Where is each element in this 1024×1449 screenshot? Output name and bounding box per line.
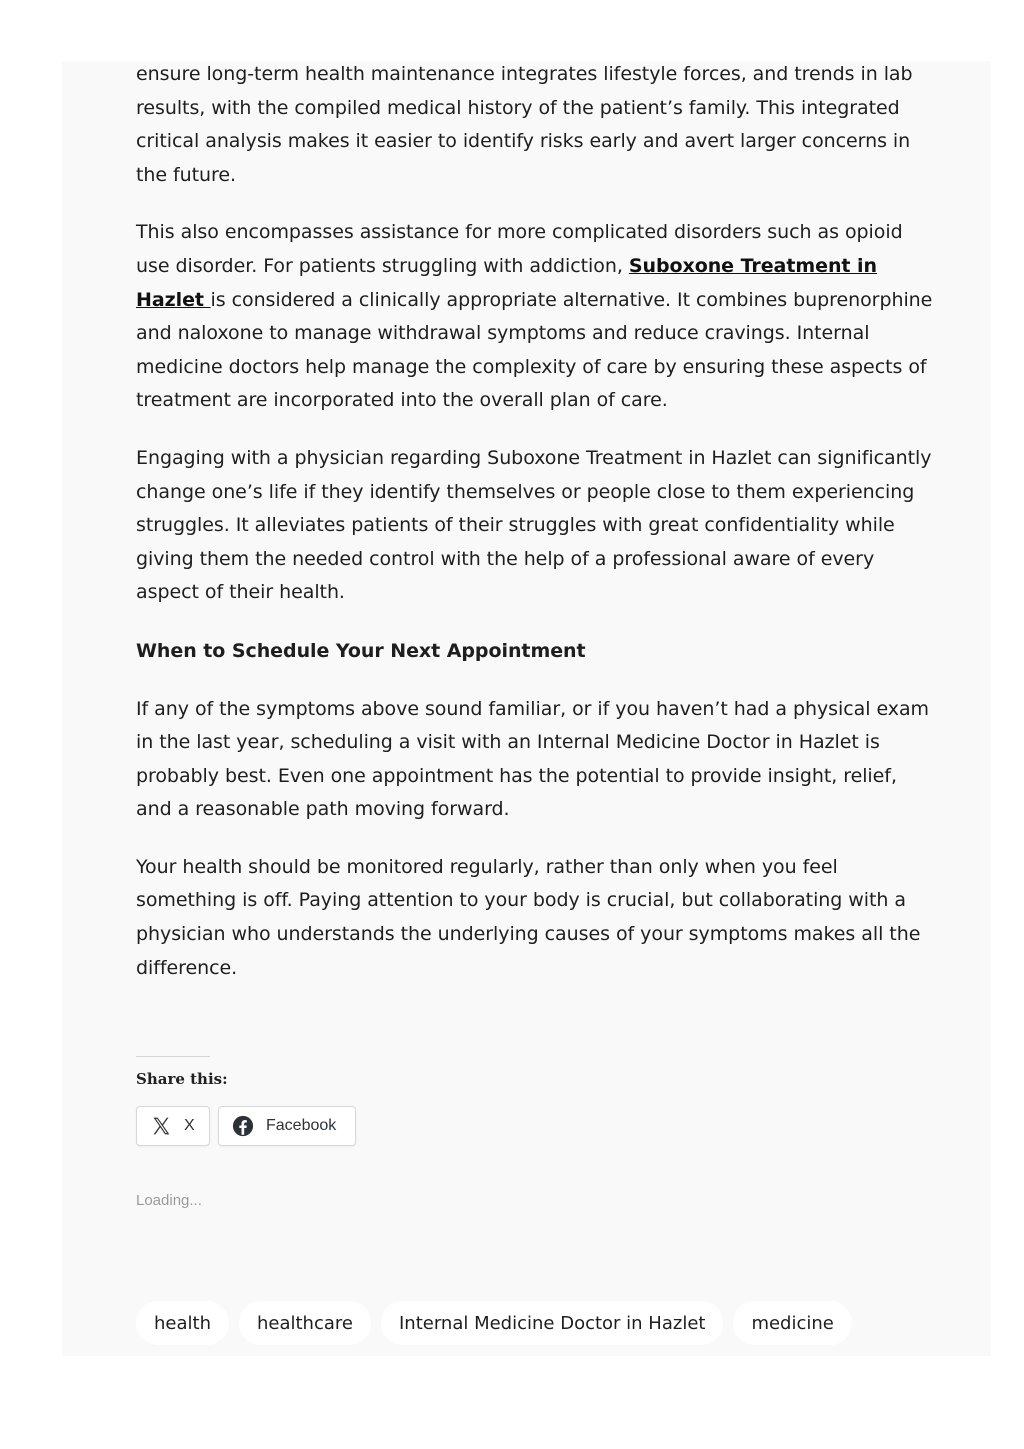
paragraph-3: Engaging with a physician regarding Suboxone Treatment in Hazlet can significantly change one’s life if they identify themselves or people close to them experiencing struggles. It alleviates patients of their struggles with great confidentiality while giving them the needed control with the help of a professional aware of every aspect of their health.	[136, 446, 932, 604]
share-x-button[interactable]	[136, 1106, 210, 1146]
share-x-label: X	[184, 1117, 195, 1134]
share-label: Share this:	[136, 1070, 228, 1088]
facebook-icon	[232, 1115, 254, 1137]
paragraph-4: If any of the symptoms above sound familiar, or if you haven’t had a physical exam in the last year, scheduling a visit with an Internal Medicine Doctor in Hazlet is probably best. Even one appointment has the potential to provide insight, relief, and a reasonable path moving forward.	[136, 697, 930, 821]
likes-loading-text: Loading...	[136, 1192, 202, 1209]
tag-list	[136, 1301, 956, 1345]
share-divider	[136, 1056, 210, 1057]
section-heading: When to Schedule Your Next Appointment	[136, 639, 586, 662]
paragraph-5: Your health should be monitored regularly, rather than only when you feel something is off. Paying attention to your body is crucial, but collaborating with a physician who understands the underlying causes of your symptoms makes all the difference.	[136, 855, 921, 979]
share-facebook-button[interactable]	[218, 1106, 356, 1146]
tag-internal-medicine-doctor-in-hazlet[interactable]: Internal Medicine Doctor in Hazlet	[381, 1301, 723, 1345]
tag-healthcare[interactable]: healthcare	[239, 1301, 371, 1345]
tag-health[interactable]: health	[136, 1301, 229, 1345]
paragraph-2-text-after: is considered a clinically appropriate alternative. It combines buprenorphine and naloxone to manage withdrawal symptoms and reduce cravings. Internal medicine doctors help manage the complexity of care by ensuring these aspects of treatment are incorporated into the overall plan of care.	[136, 288, 933, 412]
paragraph-2	[136, 216, 936, 418]
tag-medicine[interactable]: medicine	[733, 1301, 851, 1345]
share-facebook-label: Facebook	[266, 1117, 337, 1134]
paragraph-2-text-before: This also encompasses assistance for more complicated disorders such as opioid use disorder. For patients struggling with addiction,	[136, 221, 903, 277]
paragraph-1: ensure long-term health maintenance integrates lifestyle forces, and trends in lab results, with the compiled medical history of the patient’s family. This integrated critical analysis makes it easier to identify risks early and avert larger concerns in the future.	[136, 63, 913, 186]
x-logo-icon	[150, 1115, 172, 1137]
article-body	[136, 61, 936, 985]
suboxone-treatment-link[interactable]: Suboxone Treatment in Hazlet	[136, 254, 877, 311]
page-card	[62, 61, 991, 1356]
